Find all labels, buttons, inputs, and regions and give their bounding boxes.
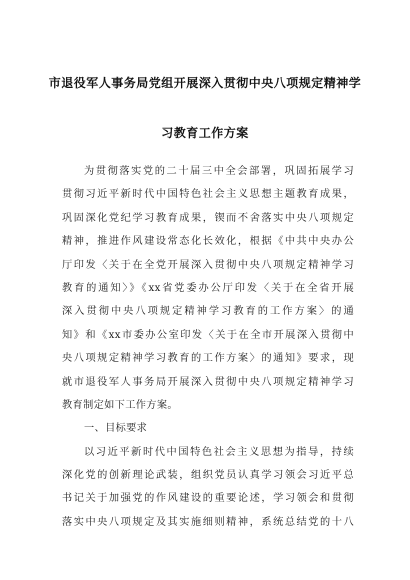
paragraph-line: 书记关于加强党的作风建设的重要论述，学习领会和贯彻 [62, 493, 354, 505]
paragraph-line: 巩固深化党纪学习教育成果，锲而不舍落实中央八项规定 [62, 212, 354, 224]
paragraph-line: 知》和《xx市委办公室印发〈关于在全市开展深入贯彻中 [62, 329, 354, 341]
document-body [62, 160, 354, 534]
paragraph-line: 教育制定如下工作方案。 [62, 399, 178, 411]
paragraph-line: 教育的通知〉》《xx省党委办公厅印发〈关于在全省开展 [62, 282, 354, 294]
paragraph-1 [62, 160, 354, 417]
paragraph-line: 为贯彻落实党的二十届三中全会部署，巩固拓展学习 [84, 166, 354, 177]
document-title-line-1: 市退役军人事务局党组开展深入贯彻中央八项规定精神学 [48, 76, 362, 90]
document-title-line-2: 习教育工作方案 [161, 126, 249, 140]
paragraph-line: 贯彻习近平新时代中国特色社会主义思想主题教育成果， [62, 189, 354, 201]
section-heading: 一、目标要求 [84, 423, 148, 435]
paragraph-line: 深入贯彻中央八项规定精神学习教育的工作方案〉的通 [62, 306, 354, 318]
paragraph-line: 厅印发〈关于在全党开展深入贯彻中央八项规定精神学习 [62, 259, 354, 271]
paragraph-line: 就市退役军人事务局开展深入贯彻中央八项规定精神学习 [62, 376, 354, 388]
paragraph-line: 深化党的创新理论武装，组织党员认真学习领会习近平总 [62, 470, 354, 482]
paragraph-line: 以习近平新时代中国特色社会主义思想为指导，持续 [84, 446, 354, 458]
paragraph-line: 央八项规定精神学习教育的工作方案〉的通知》要求，现 [62, 353, 354, 365]
paragraph-line: 精神，推进作风建设常态化长效化，根据《中共中央办公 [62, 236, 354, 248]
paragraph-2 [62, 441, 354, 535]
paragraph-line: 落实中央八项规定及其实施细则精神，系统总结党的十八 [62, 516, 354, 528]
